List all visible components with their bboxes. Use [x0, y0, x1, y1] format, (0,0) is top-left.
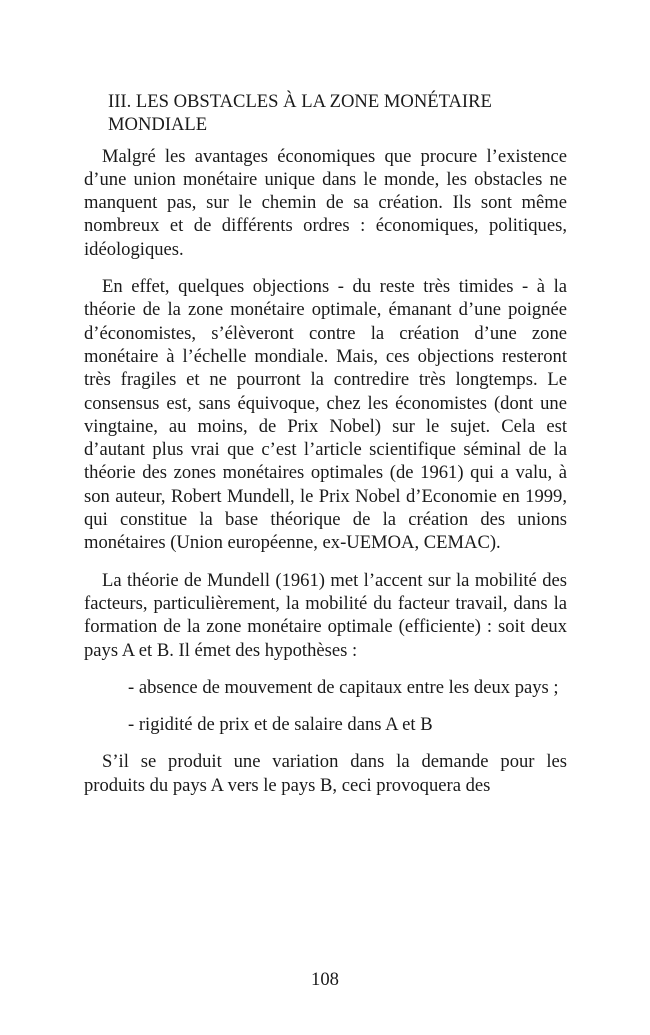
hypothesis-item-2: - rigidité de prix et de salaire dans A et B [128, 714, 433, 736]
page-number: 108 [311, 969, 339, 990]
paragraph-2: En effet, quelques objections - du reste très timides - à la théorie de la zone monétaire optimale, émanant d’une poignée d’économistes, s’élèveront contre la création d’une zone monétaire à l’échelle mondiale. Mais, ces objections resteront très fragiles et ne pourront la contredire très longtemps. Le consensus est, sans équivoque, chez les économistes (dont une vingtaine, au moins, de Prix Nobel) sur le sujet. Cela est d’autant plus vrai que c’est l’article scientifique séminal de la théorie des zones monétaires optimales (de 1961) qui a valu, à son auteur, Robert Mundell, le Prix Nobel d’Economie en 1999, qui constitue la base théorique de la création des unions monétaires (Union européenne, ex-UEMOA, CEMAC). [84, 276, 567, 554]
section-heading: III. LES OBSTACLES À LA ZONE MONÉTAIRE MONDIALE [108, 91, 492, 136]
paragraph-3: La théorie de Mundell (1961) met l’accent sur la mobilité des facteurs, particulièrement, la mobilité du facteur travail, dans la formation de la zone monétaire optimale (efficiente) : soit deux pays A et B. Il émet des hypothèses : [84, 569, 567, 661]
paragraph-4: S’il se produit une variation dans la demande pour les produits du pays A vers le pays B, ceci provoquera des [84, 751, 567, 796]
hypothesis-item-1: - absence de mouvement de capitaux entre les deux pays ; [128, 676, 559, 698]
page-body [84, 90, 567, 811]
paragraph-1: Malgré les avantages économiques que procure l’existence d’une union monétaire unique dans le monde, les obstacles ne manquent pas, sur le chemin de sa création. Ils sont même nombreux et de différents ordres : économiques, politiques, idéologiques. [84, 145, 567, 260]
